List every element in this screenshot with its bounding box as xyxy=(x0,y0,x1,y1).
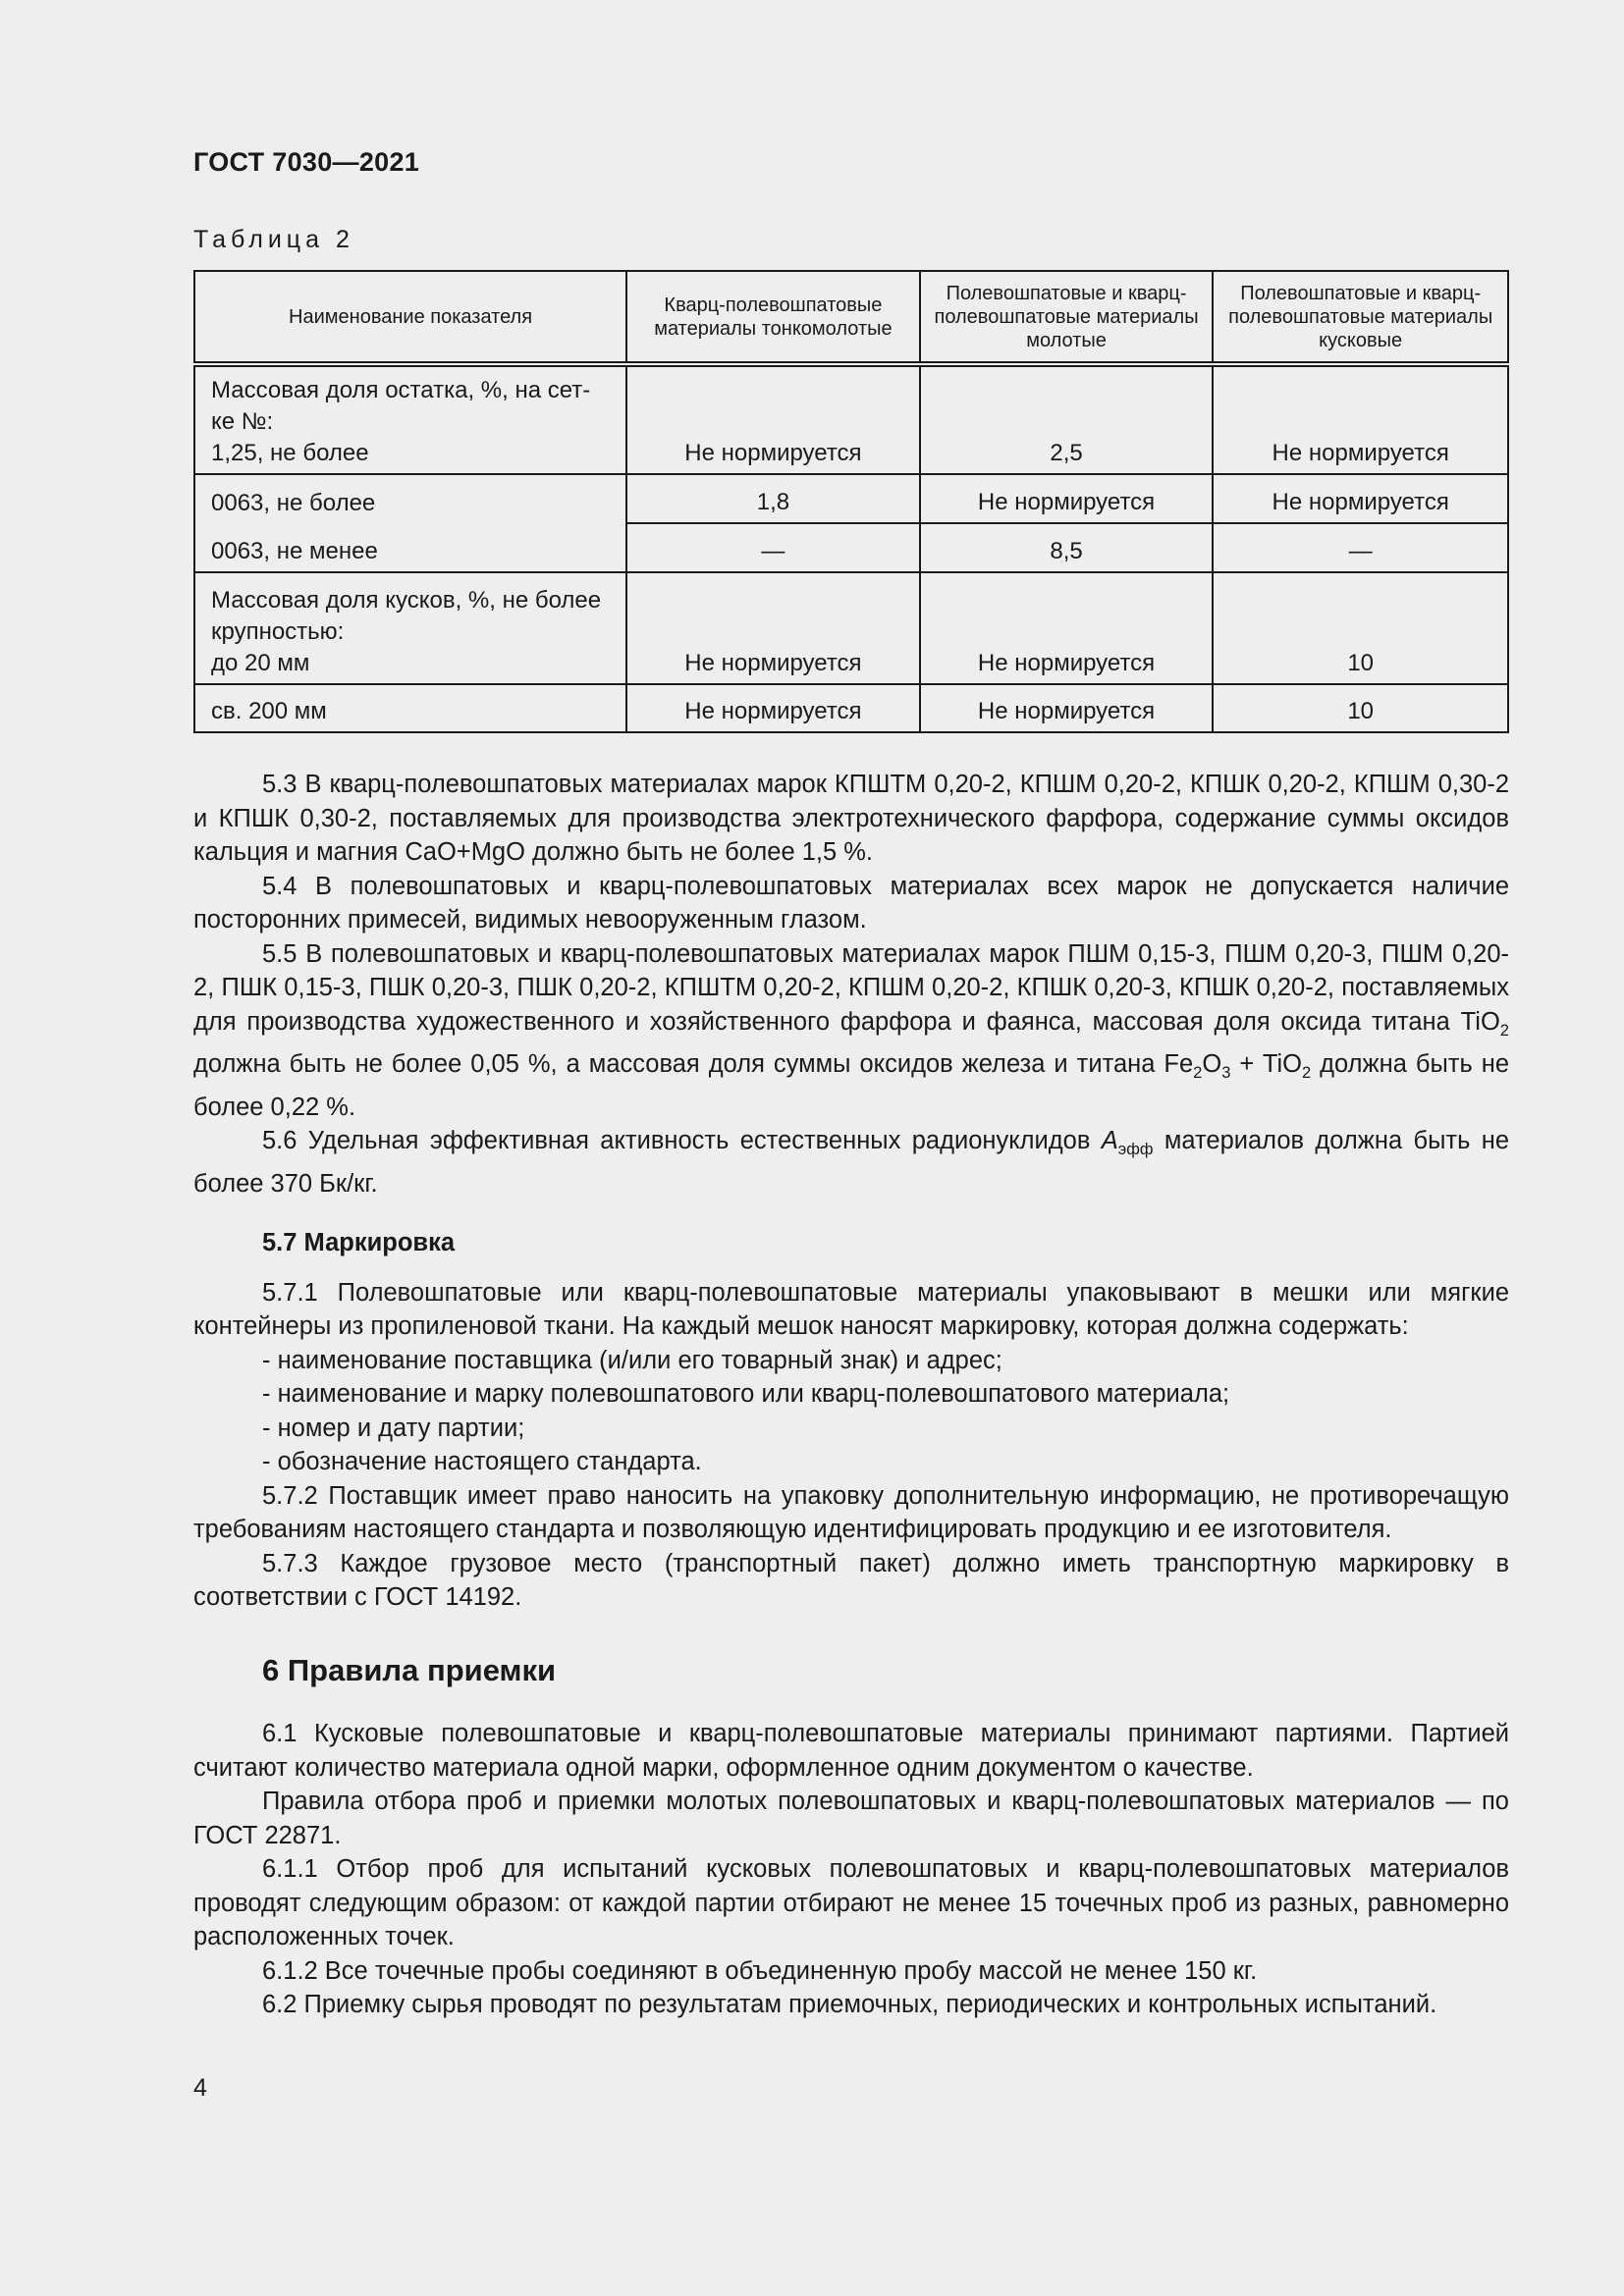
text-run: должна быть не более 0,22 %. xyxy=(193,1050,1509,1121)
paragraph-6-1-1: 6.1.1 Отбор проб для испытаний кусковых полевошпатовых и кварц-полевошпатовых материалов проводят следующим образом: от каждой партии отбирают не менее 15 точечных проб из разных, равномерно расположенных точек. xyxy=(193,1855,1509,1951)
paragraph-6-1-b: Правила отбора проб и приемки молотых полевошпатовых и кварц-полевошпатовых материалов — по ГОСТ 22871. xyxy=(193,1788,1509,1849)
table-cell: Не нормируется xyxy=(920,474,1214,523)
paragraph-5-7-1: 5.7.1 Полевошпатовые или кварц-полевошпатовые материалы упаковывают в мешки или мягкие контейнеры из пропиленовой ткани. На каждый мешок наносят маркировку, которая должна содержать: xyxy=(193,1278,1509,1341)
row-label: св. 200 мм xyxy=(194,684,626,732)
group-label: крупностью: xyxy=(211,618,345,645)
paragraph-6-1: 6.1 Кусковые полевошпатовые и кварц-полевошпатовые материалы принимают партиями. Партией считают количество материала одной марки, оформленное одним документом о качестве. xyxy=(193,1720,1509,1782)
subscript: 2 xyxy=(1193,1063,1203,1083)
table-caption: Таблица 2 xyxy=(193,226,354,253)
paragraph-5-4: 5.4 В полевошпатовых и кварц-полевошпатовых материалах всех марок не допускается наличие посторонних примесей, видимых невооруженным глазом. xyxy=(193,872,1509,934)
symbol: A xyxy=(1101,1127,1118,1155)
list-item: - наименование поставщика (и/или его товарный знак) и адрес; xyxy=(262,1346,1002,1374)
column-header: Полевошпатовые и кварц-полевошпатовые материалы кусковые xyxy=(1213,271,1508,364)
table-row xyxy=(194,684,1508,732)
table-cell: Не нормируется xyxy=(920,572,1214,684)
table-cell: 8,5 xyxy=(920,523,1214,572)
table-cell: Не нормируется xyxy=(1213,364,1508,474)
paragraph-5-7-3: 5.7.3 Каждое грузовое место (транспортный пакет) должно иметь транспортную маркировку в соответствии с ГОСТ 14192. xyxy=(193,1549,1509,1612)
table-row xyxy=(194,474,1508,523)
list-item: - обозначение настоящего стандарта. xyxy=(262,1448,702,1476)
group-label: ке №: xyxy=(211,408,274,435)
table-cell: Не нормируется xyxy=(626,572,920,684)
table-cell: Не нормируется xyxy=(626,364,920,474)
table-cell: Не нормируется xyxy=(920,684,1214,732)
list-item: - наименование и марку полевошпатового или кварц-полевошпатового материала; xyxy=(262,1380,1230,1409)
group-label: Массовая доля кусков, %, не более xyxy=(211,587,602,614)
subscript: эфф xyxy=(1117,1140,1154,1159)
subscript: 2 xyxy=(1499,1020,1509,1040)
text-run: 5.5 В полевошпатовых и кварц-полевошпатовых материалах марок ПШМ 0,15-3, ПШМ 0,20-3, ПШМ 0,20-2, ПШК 0,15-3, ПШК 0,20-3, ПШК 0,20-2, КПШТМ 0,20-2, КПШМ 0,20-2, КПШК 0,20-3, КПШК 0,20-2, поставляемых для производства художественного и хозяйственного фарфора и фаянса, массовая доля оксида титана TiO xyxy=(193,939,1509,1036)
column-header: Кварц-полевошпатовые материалы тонкомолотые xyxy=(626,271,920,364)
column-header: Наименование показателя xyxy=(194,271,626,364)
table-header-row xyxy=(194,271,1508,364)
page-number: 4 xyxy=(193,2074,207,2102)
text-run: материалов должна быть не более 370 Бк/кг. xyxy=(193,1127,1509,1198)
table-cell: 10 xyxy=(1213,684,1508,732)
subscript: 3 xyxy=(1221,1063,1231,1083)
row-label-text: 1,25, не более xyxy=(211,440,369,466)
subscript: 2 xyxy=(1301,1063,1312,1083)
paragraph-6-1-2: 6.1.2 Все точечные пробы соединяют в объединенную пробу массой не менее 150 кг. xyxy=(262,1956,1258,1985)
table-cell: 10 xyxy=(1213,572,1508,684)
table-cell: — xyxy=(1213,523,1508,572)
specification-table xyxy=(193,270,1509,733)
row-label xyxy=(194,572,626,684)
row-label xyxy=(194,364,626,474)
group-label: Массовая доля остатка, %, на сет- xyxy=(211,377,591,403)
table-row xyxy=(194,572,1508,684)
paragraph-5-3: 5.3 В кварц-полевошпатовых материалах марок КПШТМ 0,20-2, КПШМ 0,20-2, КПШК 0,20-2, КПШМ 0,30-2 и КПШК 0,30-2, поставляемых для производства электротехнического фарфора, содержание суммы оксидов кальция и магния CaO+MgO должно быть не более 1,5 %. xyxy=(193,771,1509,866)
document-code: ГОСТ 7030—2021 xyxy=(193,147,420,177)
section-heading: 6 Правила приемки xyxy=(262,1652,557,1687)
paragraph-5-7-2: 5.7.2 Поставщик имеет право наносить на упаковку дополнительную информацию, не противоречащую требованиям настоящего стандарта и позволяющую идентифицировать продукцию и ее изготовителя. xyxy=(193,1481,1509,1544)
column-header: Полевошпатовые и кварц-полевошпатовые материалы молотые xyxy=(920,271,1214,364)
body-text xyxy=(193,768,1509,2022)
row-label-text: до 20 мм xyxy=(211,650,310,676)
table-cell: Не нормируется xyxy=(1213,474,1508,523)
row-label: 0063, не более xyxy=(194,474,626,523)
row-label: 0063, не менее xyxy=(194,523,626,572)
table-cell: 1,8 xyxy=(626,474,920,523)
table-cell: 2,5 xyxy=(920,364,1214,474)
list-item: - номер и дату партии; xyxy=(262,1414,525,1442)
paragraph-5-5: 5.5 В полевошпатовых и кварц-полевошпатовых материалах марок ПШМ 0,15-3, ПШМ 0,20-3, ПШМ 0,20-2, ПШК 0,15-3, ПШК 0,20-3, ПШК 0,20-2, КПШТМ 0,20-2, КПШМ 0,20-2, КПШК 0,20-3, КПШК 0,20-2, поставляемых для производства художественного и хозяйственного фарфора и фаянса, массовая доля оксида титана TiO$_2$ должна быть не более 0,05 %, а массовая доля суммы оксидов железа и титана $Fe_2O_3 + TiO_2$ должна быть не более 0,22 %. xyxy=(193,939,1509,1121)
text-run: должна быть не более 0,05 %, а массовая доля суммы оксидов железа и титана Fe xyxy=(193,1050,1194,1079)
paragraph-5-6 xyxy=(193,1124,1509,1201)
text-run: 5.6 Удельная эффективная активность естественных радионуклидов xyxy=(262,1127,1102,1155)
text-run: + TiO xyxy=(1230,1050,1302,1079)
table-row xyxy=(194,523,1508,572)
table-cell: Не нормируется xyxy=(626,684,920,732)
table-row xyxy=(194,364,1508,474)
table-cell: — xyxy=(626,523,920,572)
subsection-heading: 5.7 Маркировка xyxy=(262,1229,456,1257)
paragraph-6-2: 6.2 Приемку сырья проводят по результатам приемочных, периодических и контрольных испытаний. xyxy=(262,1991,1437,2019)
